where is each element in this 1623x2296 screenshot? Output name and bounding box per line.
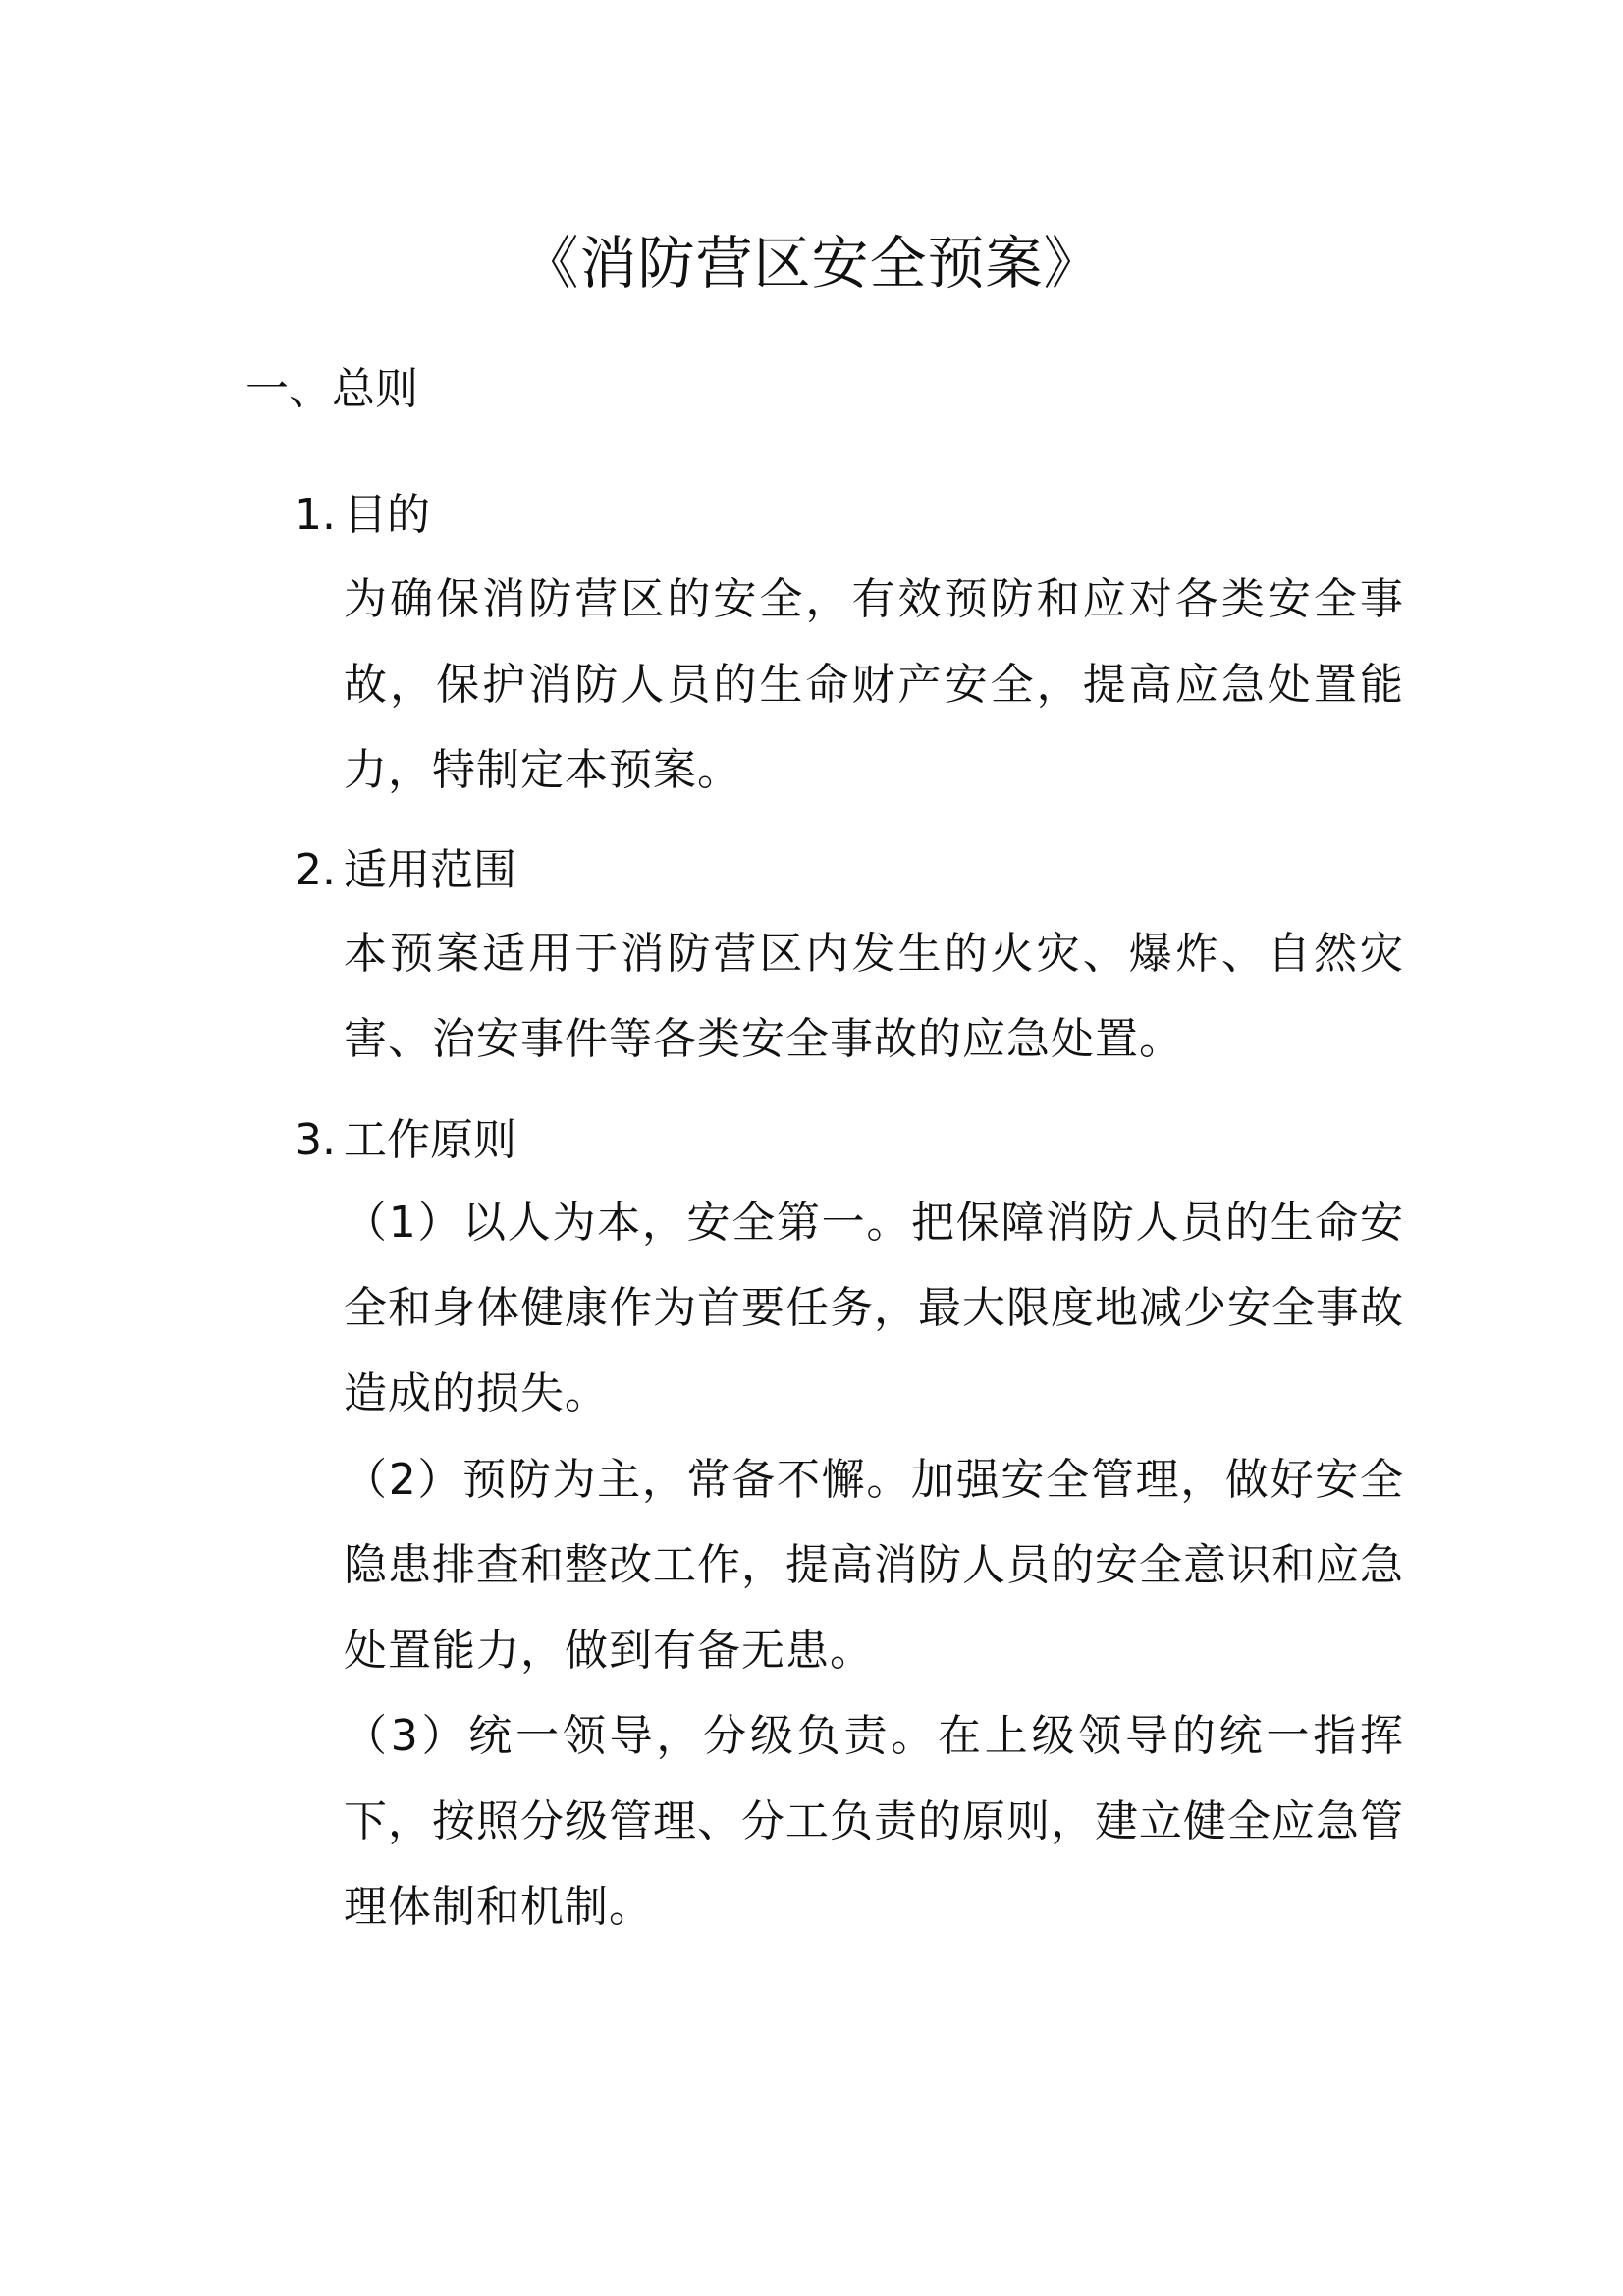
item-heading-label: 适用范围 xyxy=(344,845,516,895)
section-heading: 一、总则 xyxy=(245,364,418,414)
principle-paragraph: （2）预防为主，常备不懈。加强安全管理，做好安全隐患排查和整改工作，提高消防人员的安全意识和应急处置能力，做到有备无患。 xyxy=(344,1455,1404,1676)
scope-paragraph: 本预案适用于消防营区内发生的火灾、爆炸、自然灾害、治安事件等各类安全事故的应急处置。 xyxy=(344,929,1404,1064)
item-heading-principles xyxy=(295,1106,516,1175)
item-number: 2. xyxy=(295,845,336,895)
item-number: 3. xyxy=(295,1115,336,1165)
item-number: 1. xyxy=(295,490,336,540)
item-heading-label: 目的 xyxy=(344,490,430,540)
principle-paragraph: （3）统一领导，分级负责。在上级领导的统一指挥下，按照分级管理、分工负责的原则，建立健全应急管理体制和机制。 xyxy=(344,1711,1404,1932)
item-heading-scope xyxy=(295,836,516,905)
document-title: 《消防营区安全预案》 xyxy=(521,230,1102,296)
item-heading-purpose xyxy=(295,481,430,550)
item-heading-label: 工作原则 xyxy=(344,1115,516,1165)
principle-paragraph: （1）以人为本，安全第一。把保障消防人员的生命安全和身体健康作为首要任务，最大限度地减少安全事故造成的损失。 xyxy=(344,1198,1404,1418)
purpose-paragraph: 为确保消防营区的安全，有效预防和应对各类安全事故，保护消防人员的生命财产安全，提高应急处置能力，特制定本预案。 xyxy=(344,574,1404,795)
